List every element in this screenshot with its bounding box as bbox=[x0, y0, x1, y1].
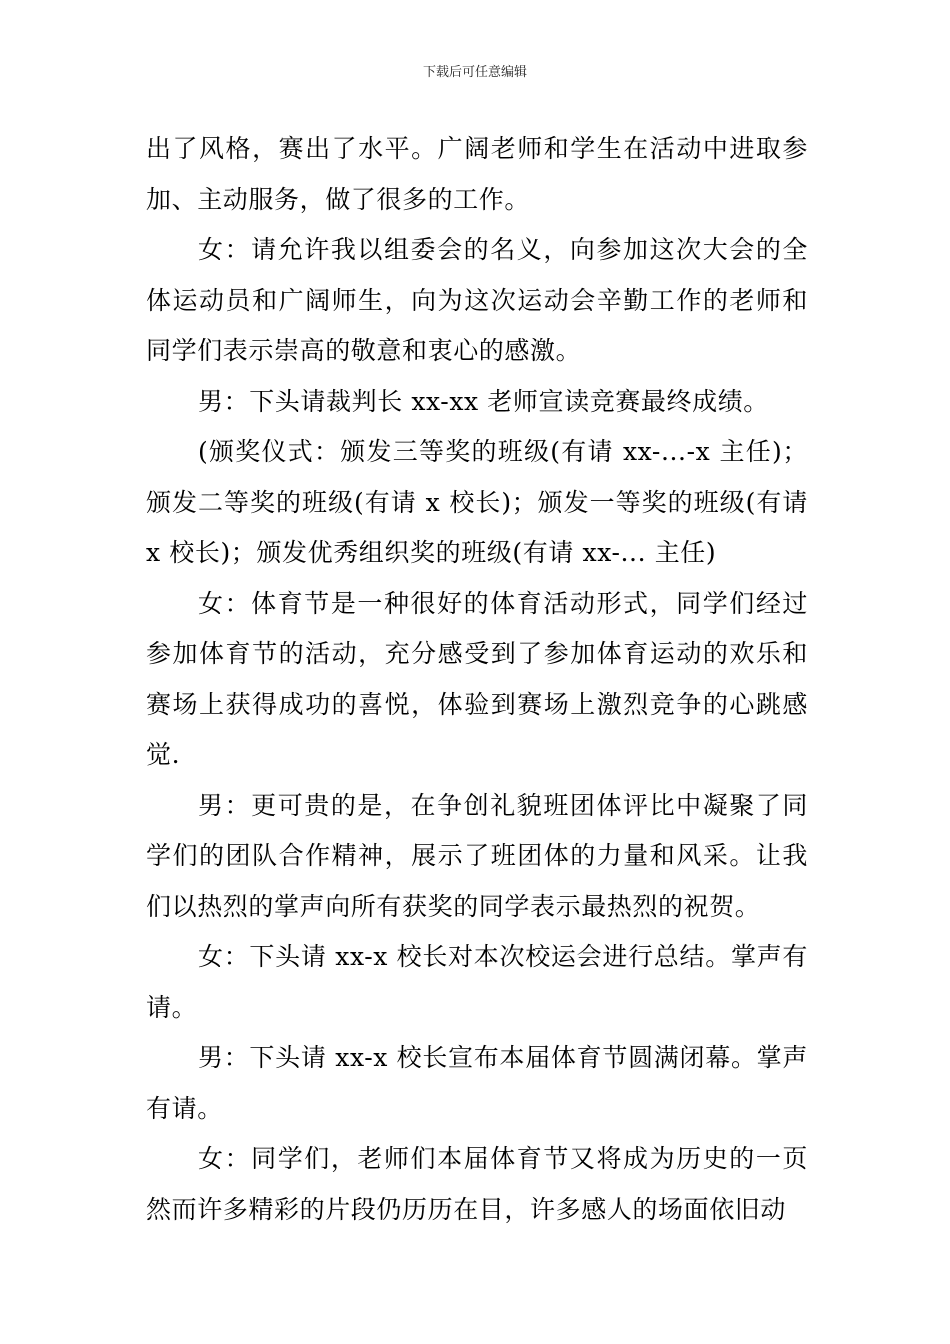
paragraph: 女：同学们，老师们本届体育节又将成为历史的一页然而许多精彩的片段仍历历在目，许多感人的场面依旧动 bbox=[146, 1144, 808, 1224]
paragraph: (颁奖仪式：颁发三等奖的班级(有请 xx-...-x 主任)；颁发二等奖的班级(有请 x 校长)；颁发一等奖的班级(有请 x 校长)；颁发优秀组织奖的班级(有请 xx-... 主任) bbox=[146, 437, 808, 567]
paragraph: 女：请允许我以组委会的名义，向参加这次大会的全体运动员和广阔师生，向为这次运动会辛勤工作的老师和同学们表示崇高的敬意和衷心的感激。 bbox=[146, 235, 808, 365]
paragraph: 男：更可贵的是，在争创礼貌班团体评比中凝聚了同学们的团队合作精神，展示了班团体的力量和风采。让我们以热烈的掌声向所有获奖的同学表示最热烈的祝贺。 bbox=[146, 790, 808, 921]
paragraph: 男：下头请裁判长 xx-xx 老师宣读竞赛最终成绩。 bbox=[198, 386, 769, 416]
paragraph: 男：下头请 xx-x 校长宣布本届体育节圆满闭幕。掌声有请。 bbox=[146, 1043, 808, 1123]
paragraph: 女：体育节是一种很好的体育活动形式，同学们经过参加体育节的活动，充分感受到了参加体育运动的欢乐和赛场上获得成功的喜悦，体验到赛场上激烈竞争的心跳感觉. bbox=[146, 588, 808, 769]
paragraph: 出了风格，赛出了水平。广阔老师和学生在活动中进取参加、主动服务，做了很多的工作。 bbox=[146, 134, 808, 214]
page-header: 下载后可任意编辑 bbox=[422, 65, 527, 80]
document-body bbox=[146, 124, 808, 1235]
paragraph: 女：下头请 xx-x 校长对本次校运会进行总结。掌声有请。 bbox=[146, 942, 808, 1022]
